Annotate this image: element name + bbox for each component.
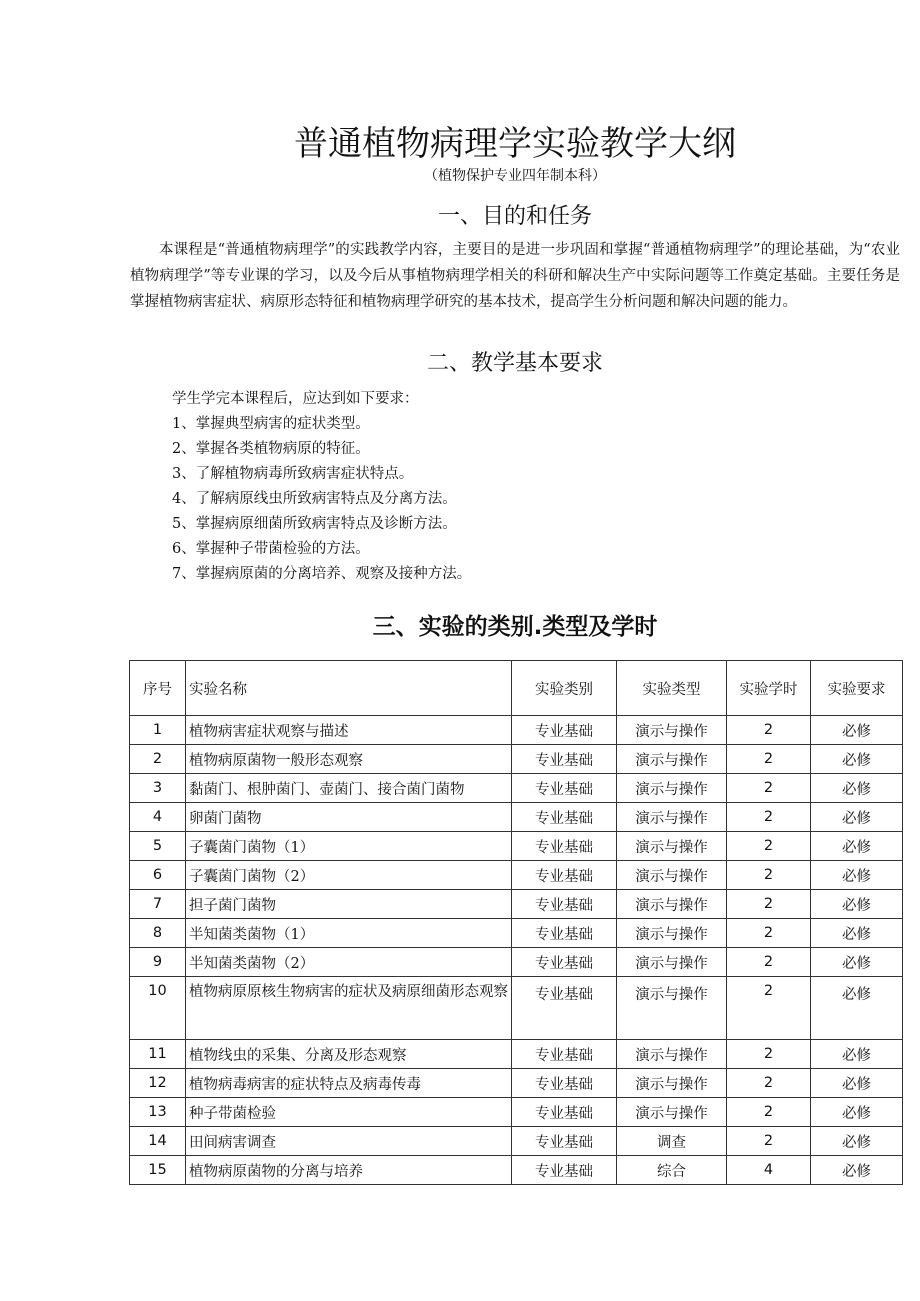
cell-type: 综合 [617,1156,727,1185]
cell-type: 演示与操作 [617,774,727,803]
requirements-list [172,412,471,587]
cell-name: 半知菌类菌物（1） [186,919,512,948]
cell-requirement: 必修 [811,716,903,745]
cell-type: 演示与操作 [617,919,727,948]
table-row [130,803,903,832]
cell-name: 植物病原菌物的分离与培养 [186,1156,512,1185]
table-row [130,1098,903,1127]
cell-category: 专业基础 [512,861,617,890]
table-row [130,890,903,919]
cell-no: 1 [130,716,186,745]
cell-hours: 2 [727,1040,811,1069]
header-type: 实验类型 [617,661,727,716]
requirement-item: 7、掌握病原菌的分离培养、观察及接种方法。 [172,566,472,582]
header-category: 实验类别 [512,661,617,716]
cell-requirement: 必修 [811,861,903,890]
cell-name: 植物病毒病害的症状特点及病毒传毒 [186,1069,512,1098]
header-hours: 实验学时 [727,661,811,716]
header-name: 实验名称 [186,661,512,716]
cell-type: 演示与操作 [617,803,727,832]
cell-category: 专业基础 [512,832,617,861]
cell-category: 专业基础 [512,745,617,774]
cell-name: 半知菌类菌物（2） [186,948,512,977]
cell-type: 演示与操作 [617,1040,727,1069]
cell-hours: 2 [727,1098,811,1127]
requirements-intro: 学生学完本课程后，应达到如下要求： [172,391,419,407]
cell-requirement: 必修 [811,1156,903,1185]
cell-no: 3 [130,774,186,803]
cell-hours: 2 [727,745,811,774]
table-row [130,774,903,803]
cell-hours: 2 [727,919,811,948]
cell-category: 专业基础 [512,1040,617,1069]
cell-no: 7 [130,890,186,919]
cell-requirement: 必修 [811,1069,903,1098]
table-row [130,948,903,977]
cell-hours: 2 [727,861,811,890]
cell-type: 演示与操作 [617,1098,727,1127]
cell-name: 子囊菌门菌物（1） [186,832,512,861]
requirement-item: 1、掌握典型病害的症状类型。 [172,416,370,432]
cell-hours: 4 [727,1156,811,1185]
cell-type: 演示与操作 [617,890,727,919]
document-title: 普通植物病理学实验教学大纲 [294,124,736,164]
cell-requirement: 必修 [811,1127,903,1156]
cell-type: 演示与操作 [617,832,727,861]
cell-category: 专业基础 [512,803,617,832]
cell-name: 植物病原菌物一般形态观察 [186,745,512,774]
document-subtitle: （植物保护专业四年制本科） [424,168,606,184]
cell-type: 演示与操作 [617,1069,727,1098]
cell-name: 植物病害症状观察与描述 [186,716,512,745]
table-row [130,716,903,745]
cell-type: 演示与操作 [617,745,727,774]
cell-category: 专业基础 [512,716,617,745]
cell-requirement: 必修 [811,1040,903,1069]
cell-no: 8 [130,919,186,948]
cell-no: 9 [130,948,186,977]
cell-no: 11 [130,1040,186,1069]
requirement-item: 3、了解植物病毒所致病害症状特点。 [172,466,414,482]
cell-no: 2 [130,745,186,774]
cell-requirement: 必修 [811,745,903,774]
requirement-item: 2、掌握各类植物病原的特征。 [172,441,370,457]
cell-category: 专业基础 [512,1156,617,1185]
cell-name: 植物线虫的采集、分离及形态观察 [186,1040,512,1069]
table-row [130,1127,903,1156]
cell-type: 演示与操作 [617,861,727,890]
cell-name: 担子菌门菌物 [186,890,512,919]
cell-requirement: 必修 [811,890,903,919]
cell-category: 专业基础 [512,774,617,803]
section-heading-purpose: 一、目的和任务 [437,204,592,229]
section-heading-experiments: 三、实验的类别.类型及学时 [372,614,658,640]
cell-no: 10 [130,977,186,1040]
cell-no: 6 [130,861,186,890]
cell-no: 5 [130,832,186,861]
requirement-item: 6、掌握种子带菌检验的方法。 [172,541,370,557]
cell-requirement: 必修 [811,1098,903,1127]
cell-type: 调查 [617,1127,727,1156]
cell-hours: 2 [727,890,811,919]
cell-category: 专业基础 [512,1098,617,1127]
cell-requirement: 必修 [811,803,903,832]
cell-name: 子囊菌门菌物（2） [186,861,512,890]
table-row [130,832,903,861]
cell-type: 演示与操作 [617,948,727,977]
cell-category: 专业基础 [512,977,617,1040]
requirement-item: 5、掌握病原细菌所致病害特点及诊断方法。 [172,516,457,532]
table-row [130,1069,903,1098]
cell-category: 专业基础 [512,1069,617,1098]
cell-requirement: 必修 [811,832,903,861]
cell-name: 黏菌门、根肿菌门、壶菌门、接合菌门菌物 [186,774,512,803]
cell-type: 演示与操作 [617,716,727,745]
cell-name: 种子带菌检验 [186,1098,512,1127]
table-body [130,716,903,1185]
table-row [130,861,903,890]
cell-category: 专业基础 [512,919,617,948]
section-heading-requirements: 二、教学基本要求 [426,351,603,376]
purpose-paragraph: 本课程是“普通植物病理学”的实践教学内容，主要目的是进一步巩固和掌握“普通植物病理学”的理论基础，为“农业植物病理学”等专业课的学习，以及今后从事植物病理学相关的科研和解决生产中实际问题等工作奠定基础。主要任务是掌握植物病害症状、病原形态特征和植物病理学研究的基本技术，提高学生分析问题和解决问题的能力。 [130,242,900,310]
cell-requirement: 必修 [811,774,903,803]
cell-name: 植物病原原核生物病害的症状及病原细菌形态观察 [186,977,512,1040]
cell-hours: 2 [727,1069,811,1098]
cell-hours: 2 [727,832,811,861]
cell-hours: 2 [727,716,811,745]
table-row [130,919,903,948]
table-row [130,745,903,774]
table-row [130,977,903,1040]
cell-category: 专业基础 [512,948,617,977]
cell-requirement: 必修 [811,948,903,977]
table-row [130,1156,903,1185]
experiments-table [129,660,903,1185]
cell-no: 12 [130,1069,186,1098]
cell-requirement: 必修 [811,977,903,1040]
cell-no: 14 [130,1127,186,1156]
cell-no: 4 [130,803,186,832]
cell-category: 专业基础 [512,890,617,919]
header-no: 序号 [130,661,186,716]
header-requirement: 实验要求 [811,661,903,716]
cell-no: 15 [130,1156,186,1185]
cell-name: 卵菌门菌物 [186,803,512,832]
table-header-row [130,661,903,716]
cell-type: 演示与操作 [617,977,727,1040]
cell-hours: 2 [727,948,811,977]
cell-name: 田间病害调查 [186,1127,512,1156]
cell-category: 专业基础 [512,1127,617,1156]
cell-requirement: 必修 [811,919,903,948]
cell-no: 13 [130,1098,186,1127]
cell-hours: 2 [727,977,811,1040]
cell-hours: 2 [727,1127,811,1156]
cell-hours: 2 [727,774,811,803]
cell-hours: 2 [727,803,811,832]
requirement-item: 4、了解病原线虫所致病害特点及分离方法。 [172,491,457,507]
table-row [130,1040,903,1069]
